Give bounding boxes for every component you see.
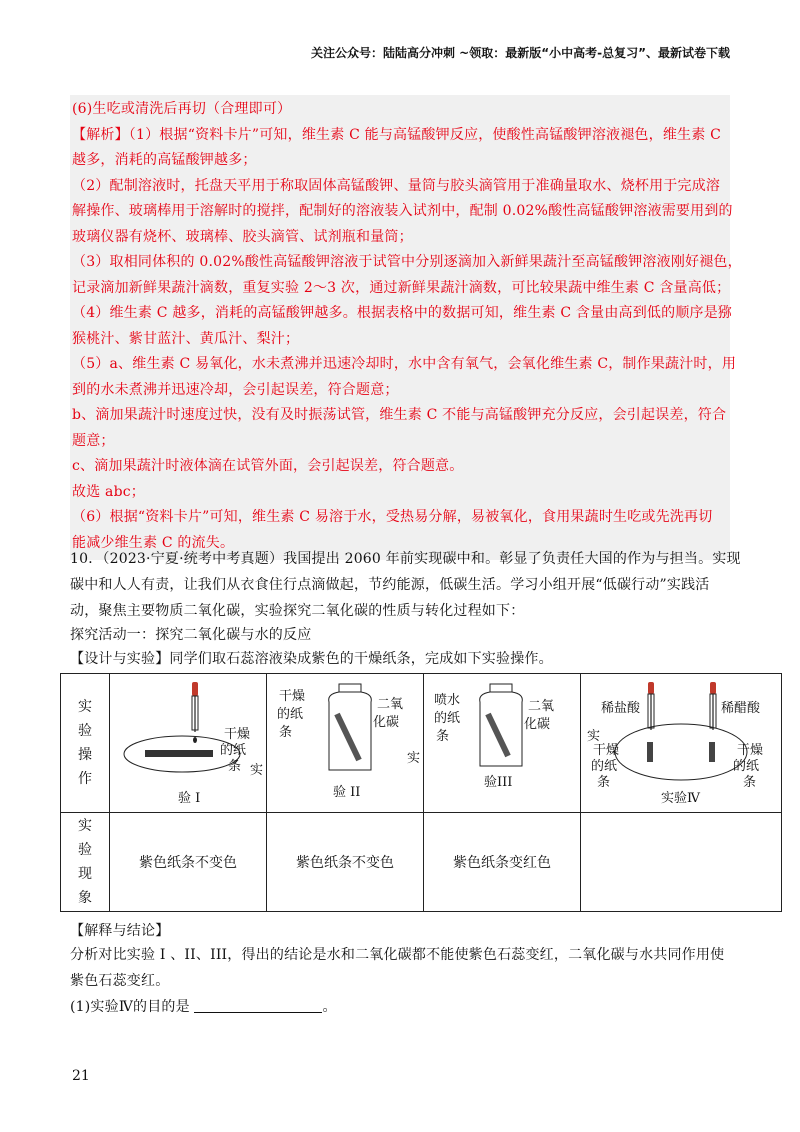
page-header: 关注公众号：陆陆高分冲刺 ~领取：最新版“小中高考-总复习”、最新试卷下载	[311, 46, 730, 60]
observation-3: 紫色纸条变红色	[424, 813, 581, 912]
answer-blank[interactable]	[194, 998, 322, 1013]
observation-2: 紫色纸条不变色	[267, 813, 424, 912]
analysis-line: 玻璃仪器有烧杯、玻璃棒、胶头滴管、试剂瓶和量筒；	[72, 228, 413, 245]
analysis-line: （6）根据“资料卡片”可知，维生素 C 易溶于水，受热易分解，易被氧化，食用果蔬时生吃或先洗再切	[72, 509, 713, 525]
analysis-line: 到的水未煮沸并迅速冷却，会引起误差，符合题意；	[72, 381, 399, 398]
analysis-line: 越多，消耗的高锰酸钾越多；	[72, 152, 257, 168]
exp2-side: 实	[407, 751, 421, 766]
design-title: 【设计与实验】同学们取石蕊溶液染成紫色的干燥纸条，完成如下实验操作。	[70, 651, 553, 667]
exp1-label-3: 条	[228, 759, 242, 774]
exp3-label-2: 的纸	[434, 711, 461, 726]
analysis-block	[70, 95, 742, 560]
exp1-label-1: 干燥	[224, 727, 251, 742]
analysis-line: （5）a、维生素 C 易氧化，水未煮沸并迅速冷却时，水中含有氧气，会氧化维生素 C，制作果蔬汁时，用	[72, 356, 737, 372]
experiment-2-figure	[267, 674, 424, 813]
exp3-caption: 验III	[484, 775, 513, 790]
analysis-line: 记录滴加新鲜果蔬汁滴数，重复实验 2～3 次，通过新鲜果蔬汁滴数，可比较果蔬中维生素 C 含量高低；	[72, 279, 731, 296]
analysis-line: （2）配制溶液时，托盘天平用于称取固体高锰酸钾、量筒与胶头滴管用于准确量取水、烧杯用于完成溶	[72, 177, 721, 194]
analysis-line: (6)生吃或清洗后再切（合理即可）	[72, 101, 292, 117]
question-1	[70, 994, 730, 1020]
row-header-observation: 实 验 现 象	[61, 813, 110, 912]
exp4-left-3: 条	[597, 775, 611, 790]
observation-4	[581, 813, 782, 912]
exp3-label-1: 喷水	[434, 693, 461, 708]
exp3-gas-2: 化碳	[524, 717, 551, 732]
experiment-4-figure	[581, 674, 782, 813]
analysis-line: 【解析】（1）根据“资料卡片”可知，维生素 C 能与高锰酸钾反应，使酸性高锰酸钾溶液褪色，维生素 C	[72, 126, 721, 143]
analysis-line: （3）取相同体积的 0.02%酸性高锰酸钾溶液于试管中分别逐滴加入新鲜果蔬汁至高锰酸钾溶液刚好褪色，	[72, 254, 742, 270]
exp4-caption: 实验Ⅳ	[661, 791, 700, 806]
exp4-acid-2: 稀醋酸	[721, 701, 761, 716]
exp3-label-3: 条	[436, 729, 450, 744]
question-1-prefix: (1)实验Ⅳ的目的是	[70, 999, 190, 1015]
exp1-label-2: 的纸	[220, 743, 247, 758]
conclusion-title: 【解释与结论】	[70, 923, 170, 939]
question-1-suffix: 。	[322, 999, 337, 1015]
experiment-3-figure	[424, 674, 581, 813]
page-number: 21	[72, 1068, 90, 1084]
exp4-right-2: 的纸	[733, 759, 760, 774]
exp3-gas-1: 二氧	[528, 699, 555, 714]
experiment-1-figure	[110, 674, 267, 813]
exp4-left-2: 的纸	[591, 759, 618, 774]
conclusion-line-2: 紫色石蕊变红。	[70, 973, 170, 989]
exp2-label-3: 条	[279, 725, 293, 740]
exp2-gas-1: 二氧	[377, 697, 404, 712]
exp4-left-1: 干燥	[593, 743, 620, 758]
question-intro-3: 动，聚焦主要物质二氧化碳，实验探究二氧化碳的性质与转化过程如下：	[70, 603, 525, 619]
activity-title: 探究活动一：探究二氧化碳与水的反应	[70, 627, 312, 643]
observation-1: 紫色纸条不变色	[110, 813, 267, 912]
exp1-side: 实	[250, 763, 264, 778]
question-intro-1: 10．（2023·宁夏·统考中考真题）我国提出 2060 年前实现碳中和。彰显了负责任大国的作为与担当。实现	[70, 551, 741, 567]
experiment-table	[60, 673, 782, 912]
row-header-operation: 实 验 操 作	[61, 674, 110, 813]
exp2-caption: 验 II	[333, 785, 361, 800]
analysis-line: b、滴加果蔬汁时速度过快，没有及时振荡试管，维生素 C 不能与高锰酸钾充分反应，会引起误差，符合	[72, 407, 727, 423]
analysis-line: 能减少维生素 C 的流失。	[72, 534, 235, 551]
exp4-acid-1: 稀盐酸	[601, 701, 641, 716]
analysis-line: 猴桃汁、紫甘蓝汁、黄瓜汁、梨汁；	[72, 330, 300, 347]
exp2-label-2: 的纸	[277, 707, 304, 722]
conclusion-line-1: 分析对比实验 I 、II、III，得出的结论是水和二氧化碳都不能使紫色石蕊变红，二氧化碳与水共同作用使	[70, 947, 725, 963]
question-intro-2: 碳中和人人有责，让我们从衣食住行点滴做起，节约能源，低碳生活。学习小组开展“低碳行动”实践活	[70, 577, 710, 593]
analysis-line: 解操作、玻璃棒用于溶解时的搅拌，配制好的溶液装入试剂中，配制 0.02%酸性高锰酸钾溶液需要用到的	[72, 203, 733, 219]
exp2-gas-2: 化碳	[373, 715, 400, 730]
analysis-line: 故选 abc；	[72, 483, 145, 500]
analysis-line: c、滴加果蔬汁时液体滴在试管外面，会引起误差，符合题意。	[72, 458, 464, 474]
analysis-line: （4）维生素 C 越多，消耗的高锰酸钾越多。根据表格中的数据可知，维生素 C 含量由高到低的顺序是猕	[72, 305, 733, 321]
exp2-label-1: 干燥	[279, 689, 306, 704]
analysis-line: 题意；	[72, 432, 115, 449]
exp4-right-3: 条	[743, 775, 757, 790]
exp4-right-1: 干燥	[737, 743, 764, 758]
exp4-side: 实	[587, 729, 601, 744]
exp1-caption: 验 I	[178, 791, 201, 806]
